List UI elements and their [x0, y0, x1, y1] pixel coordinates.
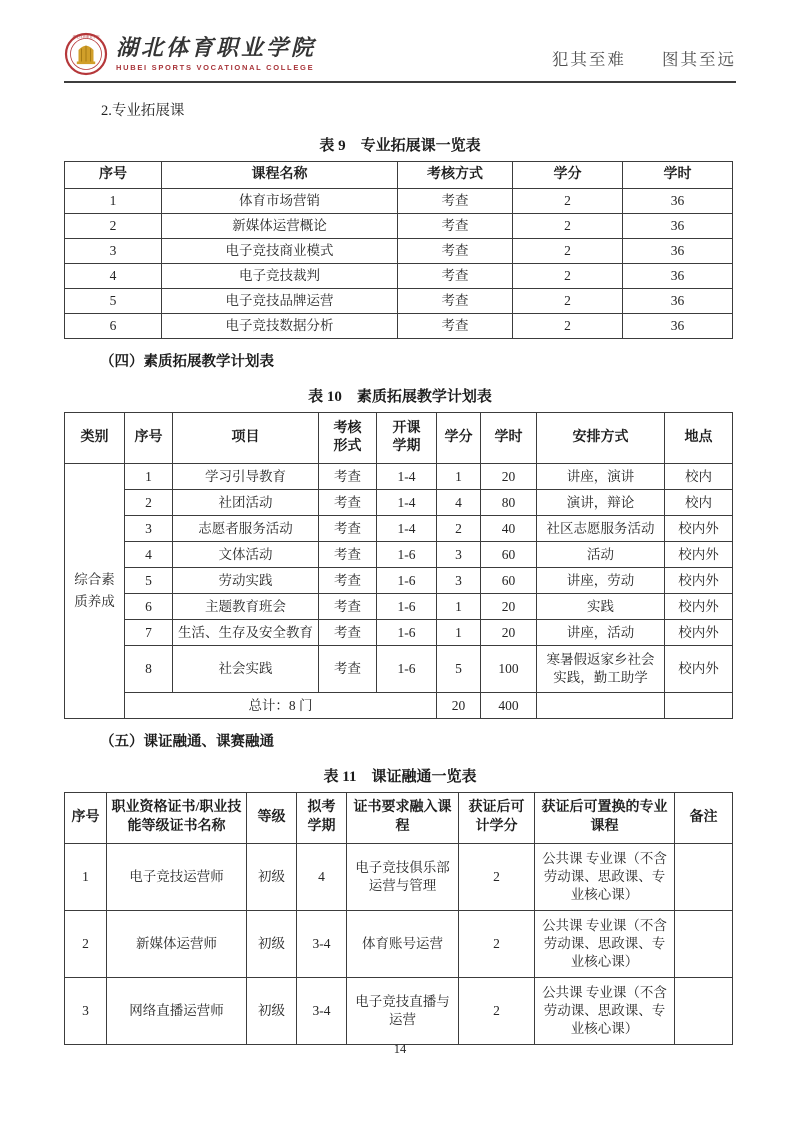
table-cell: 20: [481, 464, 537, 490]
column-header-text: 考核形式: [333, 420, 362, 454]
table-cell: 讲座，劳动: [537, 568, 665, 594]
table-cell: 生活、生存及安全教育: [173, 620, 319, 646]
table-cell: 电子竞技直播与运营: [347, 978, 459, 1045]
column-header: [297, 793, 347, 844]
page-content: [64, 99, 736, 1045]
table-row: [65, 189, 733, 214]
table-cell: 36: [623, 264, 733, 289]
table-cell: 学习引导教育: [173, 464, 319, 490]
column-header: 学分: [437, 413, 481, 464]
total-credits-cell: 20: [437, 693, 481, 719]
table-cell: 6: [125, 594, 173, 620]
table-cell: 考查: [319, 542, 377, 568]
table-cell: 3: [437, 568, 481, 594]
table-cell: 主题教育班会: [173, 594, 319, 620]
column-header: 获证后可计学分: [459, 793, 535, 844]
table-header-row: [65, 793, 733, 844]
total-hours-cell: 400: [481, 693, 537, 719]
table-header-row: [65, 162, 733, 189]
table-cell: 3: [437, 542, 481, 568]
table-row: [65, 289, 733, 314]
table9-title: 表 9 专业拓展课一览表: [319, 138, 481, 154]
column-header: 学分: [513, 162, 623, 189]
table-row: [65, 620, 733, 646]
table-row: [65, 844, 733, 911]
table-cell: 1-6: [377, 568, 437, 594]
table10: [64, 412, 733, 719]
column-header: 职业资格证书/职业技能等级证书名称: [107, 793, 247, 844]
table-cell: 电子竞技商业模式: [162, 239, 398, 264]
table-cell: 36: [623, 314, 733, 339]
table-cell: 2: [65, 911, 107, 978]
table-cell: 电子竞技俱乐部运营与管理: [347, 844, 459, 911]
section-heading-3: （五）课证融通、课赛融通: [100, 734, 274, 750]
table-cell: 电子竞技数据分析: [162, 314, 398, 339]
table-row: [65, 264, 733, 289]
table-cell: 演讲，辩论: [537, 490, 665, 516]
table-cell: 活动: [537, 542, 665, 568]
table-cell: 20: [481, 594, 537, 620]
table-cell: 2: [513, 264, 623, 289]
table-cell: 新媒体运营概论: [162, 214, 398, 239]
column-header: [377, 413, 437, 464]
table10-title: 表 10 素质拓展教学计划表: [308, 389, 492, 405]
table-cell: 100: [481, 646, 537, 693]
table-cell: 校内: [665, 464, 733, 490]
table-cell: 1-4: [377, 464, 437, 490]
table-cell: 初级: [247, 911, 297, 978]
table-cell: 7: [125, 620, 173, 646]
table-cell: 60: [481, 568, 537, 594]
table-cell: 2: [513, 189, 623, 214]
table-cell: 2: [65, 214, 162, 239]
table-cell: 40: [481, 516, 537, 542]
table-cell: 社团活动: [173, 490, 319, 516]
table-cell: 体育市场营销: [162, 189, 398, 214]
motto-right: 图其至远: [662, 50, 736, 69]
column-header: [319, 413, 377, 464]
column-header: 课程名称: [162, 162, 398, 189]
table-cell: 校内外: [665, 542, 733, 568]
table-cell: 2: [513, 314, 623, 339]
column-header: 获证后可置换的专业课程: [535, 793, 675, 844]
table-cell: 志愿者服务活动: [173, 516, 319, 542]
table-cell: 4: [297, 844, 347, 911]
table-cell: 文体活动: [173, 542, 319, 568]
table-cell: 1-6: [377, 620, 437, 646]
page-footer: [0, 1042, 800, 1057]
column-header: 等级: [247, 793, 297, 844]
table-row: [65, 214, 733, 239]
section-heading-2: （四）素质拓展教学计划表: [100, 354, 274, 370]
table-cell: 考查: [398, 314, 513, 339]
table-cell: 2: [125, 490, 173, 516]
table-cell: 5: [65, 289, 162, 314]
table-cell: 寒暑假返家乡社会实践，勤工助学: [537, 646, 665, 693]
table-cell: 2: [513, 239, 623, 264]
table-cell: 36: [623, 189, 733, 214]
table-cell: 2: [513, 289, 623, 314]
table-cell: 80: [481, 490, 537, 516]
table-cell: 8: [125, 646, 173, 693]
table-cell: 20: [481, 620, 537, 646]
table-cell: 电子竞技品牌运营: [162, 289, 398, 314]
table-cell: 1-6: [377, 646, 437, 693]
column-header: 序号: [65, 793, 107, 844]
column-header: 地点: [665, 413, 733, 464]
table-row: [65, 464, 733, 490]
table-cell: 初级: [247, 844, 297, 911]
table-cell: 1-6: [377, 542, 437, 568]
table-cell: 36: [623, 239, 733, 264]
table-cell: [675, 844, 733, 911]
table-cell: 3-4: [297, 978, 347, 1045]
table-cell: 2: [459, 911, 535, 978]
table-cell: 1-4: [377, 490, 437, 516]
table-cell: 公共课 专业课（不含劳动课、思政课、专业核心课）: [535, 911, 675, 978]
column-header: 考核方式: [398, 162, 513, 189]
table-cell: 校内外: [665, 620, 733, 646]
table-cell: 2: [513, 214, 623, 239]
table-row: [65, 568, 733, 594]
table-cell: 电子竞技运营师: [107, 844, 247, 911]
table-cell: 社会实践: [173, 646, 319, 693]
table-cell: 网络直播运营师: [107, 978, 247, 1045]
table-cell: 1: [65, 189, 162, 214]
table-cell: 考查: [319, 594, 377, 620]
total-label-cell: 总计：8 门: [125, 693, 437, 719]
table-cell: 考查: [398, 289, 513, 314]
section-heading-1: 2.专业拓展课: [101, 103, 185, 119]
table-cell: 6: [65, 314, 162, 339]
column-header-text: 拟考学期: [307, 800, 336, 834]
table-cell: 3: [65, 978, 107, 1045]
table-cell: 公共课 专业课（不含劳动课、思政课、专业核心课）: [535, 844, 675, 911]
table-cell: 36: [623, 289, 733, 314]
table-cell: 3: [125, 516, 173, 542]
empty-cell: [665, 693, 733, 719]
table-cell: 电子竞技裁判: [162, 264, 398, 289]
table-cell: 考查: [398, 239, 513, 264]
table-cell: 1: [65, 844, 107, 911]
college-motto: [552, 46, 736, 70]
category-cell: [65, 464, 125, 719]
table-cell: 3: [65, 239, 162, 264]
table-cell: 2: [459, 978, 535, 1045]
table-cell: 3-4: [297, 911, 347, 978]
table-cell: 考查: [319, 646, 377, 693]
table-row: [65, 239, 733, 264]
table-cell: [675, 911, 733, 978]
table-cell: 1: [125, 464, 173, 490]
table-cell: 实践: [537, 594, 665, 620]
table-cell: 校内外: [665, 568, 733, 594]
column-header-text: 开课学期: [392, 420, 421, 454]
column-header: 序号: [125, 413, 173, 464]
column-header: 序号: [65, 162, 162, 189]
table-cell: 36: [623, 214, 733, 239]
table-cell: 校内外: [665, 516, 733, 542]
column-header: 项目: [173, 413, 319, 464]
table-cell: 考查: [398, 214, 513, 239]
table-cell: 初级: [247, 978, 297, 1045]
table-row: [65, 594, 733, 620]
table-row: [65, 314, 733, 339]
category-label: 综合素质养成: [74, 572, 115, 609]
college-name-block: [116, 36, 316, 71]
svg-text:湖北体育职业学院: 湖北体育职业学院: [72, 35, 100, 40]
table-row: [65, 542, 733, 568]
table-cell: 4: [437, 490, 481, 516]
table-header-row: [65, 413, 733, 464]
table9: [64, 161, 733, 339]
page-number: 14: [393, 1042, 407, 1056]
table-cell: 4: [125, 542, 173, 568]
table-cell: 新媒体运营师: [107, 911, 247, 978]
column-header: 备注: [675, 793, 733, 844]
table-row: [65, 911, 733, 978]
table-row: [65, 490, 733, 516]
column-header: 类别: [65, 413, 125, 464]
table-cell: 讲座，活动: [537, 620, 665, 646]
table-cell: 校内外: [665, 646, 733, 693]
table-cell: 1: [437, 620, 481, 646]
page-header: [64, 32, 736, 83]
table-cell: 2: [459, 844, 535, 911]
table-cell: 劳动实践: [173, 568, 319, 594]
table-row: [65, 516, 733, 542]
college-name-cn: 湖北体育职业学院: [116, 35, 317, 62]
table-cell: 5: [437, 646, 481, 693]
column-header: 学时: [481, 413, 537, 464]
table-cell: 考查: [319, 490, 377, 516]
table-total-row: [65, 693, 733, 719]
table-row: [65, 646, 733, 693]
table-cell: 考查: [319, 464, 377, 490]
table11-title: 表 11 课证融通一览表: [323, 769, 477, 785]
table-cell: [675, 978, 733, 1045]
table-cell: 1-6: [377, 594, 437, 620]
empty-cell: [537, 693, 665, 719]
college-name-en: HUBEI SPORTS VOCATIONAL COLLEGE: [116, 62, 315, 72]
table11: [64, 792, 733, 1045]
table-cell: 校内外: [665, 594, 733, 620]
motto-left: 犯其至难: [551, 50, 626, 69]
table-cell: 社区志愿服务活动: [537, 516, 665, 542]
college-logo-icon: [64, 32, 108, 76]
column-header: 证书要求融入课程: [347, 793, 459, 844]
table-cell: 考查: [319, 568, 377, 594]
table-cell: 校内: [665, 490, 733, 516]
table-cell: 公共课 专业课（不含劳动课、思政课、专业核心课）: [535, 978, 675, 1045]
table-cell: 4: [65, 264, 162, 289]
table-cell: 2: [437, 516, 481, 542]
table-cell: 讲座，演讲: [537, 464, 665, 490]
table-cell: 体育账号运营: [347, 911, 459, 978]
column-header: 学时: [623, 162, 733, 189]
column-header: 安排方式: [537, 413, 665, 464]
table-cell: 考查: [398, 189, 513, 214]
table-cell: 1: [437, 594, 481, 620]
table-cell: 1: [437, 464, 481, 490]
table-cell: 60: [481, 542, 537, 568]
table-cell: 1-4: [377, 516, 437, 542]
table-row: [65, 978, 733, 1045]
college-brand: [64, 32, 316, 76]
table-cell: 考查: [398, 264, 513, 289]
table-cell: 5: [125, 568, 173, 594]
table-cell: 考查: [319, 620, 377, 646]
table-cell: 考查: [319, 516, 377, 542]
